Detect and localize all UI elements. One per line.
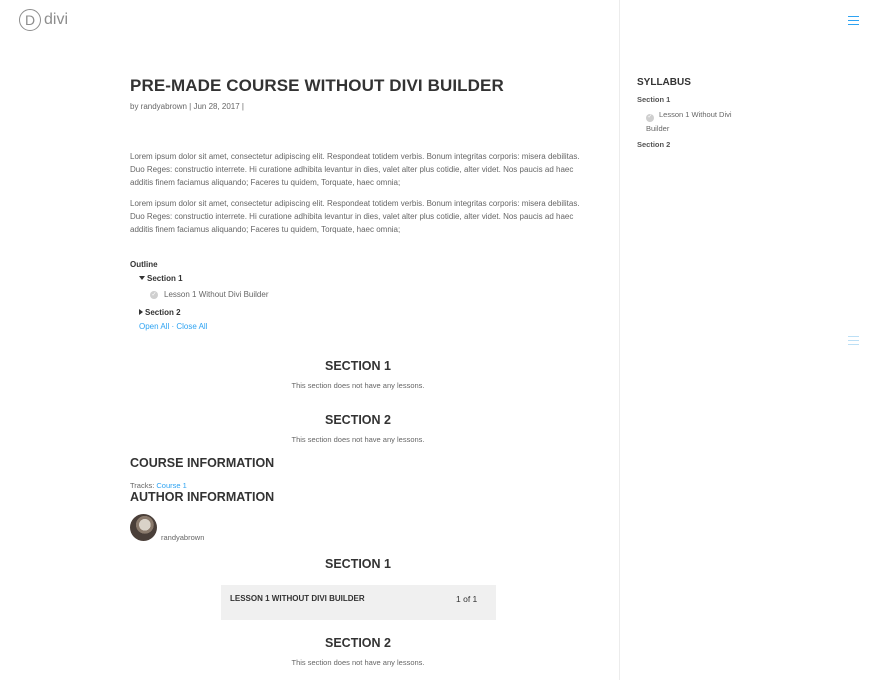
lesson-row-count: 1 of 1 bbox=[456, 594, 478, 604]
post-paragraph-2: Lorem ipsum dolor sit amet, consectetur adipiscing elit. Respondeat totidem verbis. Bonum integritas corporis: misera debilitas. Duo Reges: constructio interrete. Hi curatione adhibita levantur in dies, valet alter plus cotidie, alter videt. Nos paucis ad haec additis finem faciamus aliquando; Faceres tu quidem, Torquate, haec omnia; bbox=[130, 199, 580, 234]
sidebar-divider bbox=[619, 0, 620, 680]
syllabus-section-2-note: This section does not have any lessons. bbox=[291, 658, 425, 667]
caret-right-icon bbox=[139, 309, 143, 315]
sidebar-title: SYLLABUS bbox=[637, 77, 691, 88]
open-all-link[interactable]: Open All bbox=[139, 322, 170, 331]
caret-down-icon bbox=[139, 276, 145, 280]
sidebar-lesson-1-label: Lesson 1 Without Divi Builder bbox=[646, 110, 732, 133]
menu-icon-secondary[interactable] bbox=[848, 336, 859, 348]
syllabus-section-2-heading: SECTION 2 bbox=[325, 636, 391, 650]
logo-text: divi bbox=[44, 11, 69, 28]
lesson-row[interactable] bbox=[221, 585, 496, 620]
outline-lesson-1-label: Lesson 1 Without Divi Builder bbox=[164, 290, 269, 299]
check-circle-icon: ✓ bbox=[647, 114, 653, 120]
site-header bbox=[0, 0, 880, 44]
tracks-label: Tracks: bbox=[130, 481, 157, 490]
section-2-heading: SECTION 2 bbox=[325, 413, 391, 427]
check-circle-icon: ✓ bbox=[151, 292, 157, 298]
syllabus-section-1-heading: SECTION 1 bbox=[325, 557, 391, 571]
section-1-note: This section does not have any lessons. bbox=[291, 381, 425, 390]
close-all-link[interactable]: Close All bbox=[176, 322, 208, 331]
section-1-heading: SECTION 1 bbox=[325, 359, 391, 373]
outline-section-1-label: Section 1 bbox=[147, 274, 183, 283]
outline-toggle-links bbox=[139, 322, 207, 331]
sidebar-lesson-1[interactable] bbox=[646, 108, 756, 135]
author-name: randyabrown bbox=[161, 533, 205, 542]
section-2-note: This section does not have any lessons. bbox=[291, 435, 425, 444]
divi-logo[interactable] bbox=[19, 9, 68, 31]
outline-section-1[interactable] bbox=[139, 274, 183, 283]
sidebar-section-1[interactable]: Section 1 bbox=[637, 95, 671, 104]
sidebar-section-2[interactable]: Section 2 bbox=[637, 140, 671, 149]
author-information-heading: AUTHOR INFORMATION bbox=[130, 490, 275, 504]
avatar bbox=[130, 514, 157, 541]
link-separator: · bbox=[169, 322, 177, 331]
outline-lesson-1[interactable] bbox=[150, 290, 269, 299]
logo-mark: D bbox=[19, 9, 41, 31]
post-title: PRE-MADE COURSE WITHOUT DIVI BUILDER bbox=[130, 76, 504, 95]
lesson-row-title: LESSON 1 WITHOUT DIVI BUILDER bbox=[230, 594, 365, 603]
menu-icon[interactable] bbox=[848, 16, 859, 28]
outline-title: Outline bbox=[130, 260, 158, 269]
course-tracks bbox=[130, 481, 187, 490]
post-paragraph-1: Lorem ipsum dolor sit amet, consectetur adipiscing elit. Respondeat totidem verbis. Bonum integritas corporis: misera debilitas. Duo Reges: constructio interrete. Hi curatione adhibita levantur in dies, valet alter plus cotidie, alter videt. Nos paucis ad haec additis finem faciamus aliquando; Faceres tu quidem, Torquate, haec omnia; bbox=[130, 152, 580, 187]
post-meta: by randyabrown | Jun 28, 2017 | bbox=[130, 102, 245, 111]
outline-section-2[interactable] bbox=[139, 308, 181, 317]
outline-section-2-label: Section 2 bbox=[145, 308, 181, 317]
track-link[interactable]: Course 1 bbox=[156, 481, 187, 490]
course-information-heading: COURSE INFORMATION bbox=[130, 456, 275, 470]
